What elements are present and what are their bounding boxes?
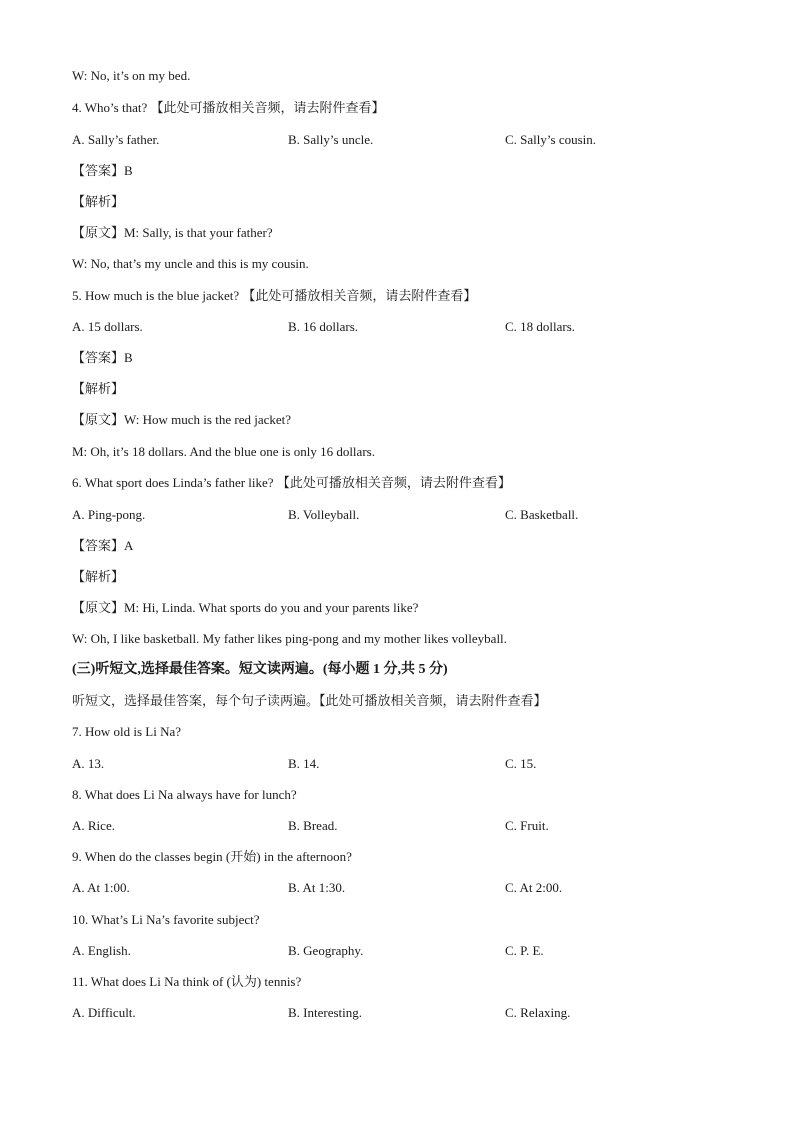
q10-option-b: B. Geography.: [288, 943, 364, 958]
question-9: 9. When do the classes begin (开始) in the afternoon?: [72, 849, 352, 864]
transcript-5b: M: Oh, it’s 18 dollars. And the blue one is only 16 dollars.: [72, 444, 375, 459]
question-4: 4. Who’s that? 【此处可播放相关音频，请去附件查看】: [72, 100, 385, 115]
transcript-4b: W: No, that’s my uncle and this is my cousin.: [72, 256, 309, 271]
q6-option-c: C. Basketball.: [505, 507, 579, 522]
q4-option-a: A. Sally’s father.: [72, 132, 160, 147]
question-5: 5. How much is the blue jacket? 【此处可播放相关音频，请去附件查看】: [72, 288, 477, 303]
question-7: 7. How old is Li Na?: [72, 724, 182, 739]
q8-option-b: B. Bread.: [288, 818, 338, 833]
transcript-6b: W: Oh, I like basketball. My father likes ping-pong and my mother likes volleyball.: [72, 631, 507, 646]
transcript-4a: 【原文】M: Sally, is that your father?: [72, 225, 273, 240]
q11-option-c: C. Relaxing.: [505, 1005, 571, 1020]
section-3-instruction: 听短文，选择最佳答案，每个句子读两遍。【此处可播放相关音频，请去附件查看】: [72, 693, 547, 708]
question-10: 10. What’s Li Na’s favorite subject?: [72, 912, 260, 927]
transcript-5a: 【原文】W: How much is the red jacket?: [72, 412, 292, 427]
question-11: 11. What does Li Na think of (认为) tennis?: [72, 974, 302, 989]
q8-option-a: A. Rice.: [72, 818, 115, 833]
answer-5: 【答案】B: [72, 350, 133, 365]
transcript-6a: 【原文】M: Hi, Linda. What sports do you and your parents like?: [72, 600, 419, 615]
q11-option-b: B. Interesting.: [288, 1005, 363, 1020]
dialogue-line: W: No, it’s on my bed.: [72, 68, 191, 83]
q4-option-c: C. Sally’s cousin.: [505, 132, 597, 147]
analysis-6: 【解析】: [72, 569, 125, 584]
q10-option-c: C. P. E.: [505, 943, 544, 958]
q5-option-a: A. 15 dollars.: [72, 319, 143, 334]
q11-option-a: A. Difficult.: [72, 1005, 136, 1020]
question-8: 8. What does Li Na always have for lunch?: [72, 787, 297, 802]
q6-option-b: B. Volleyball.: [288, 507, 360, 522]
analysis-5: 【解析】: [72, 381, 125, 396]
section-3-heading: (三)听短文,选择最佳答案。短文读两遍。(每小题 1 分,共 5 分): [72, 662, 448, 677]
q6-option-a: A. Ping-pong.: [72, 507, 146, 522]
q7-option-a: A. 13.: [72, 756, 105, 771]
answer-4: 【答案】B: [72, 163, 133, 178]
q5-option-c: C. 18 dollars.: [505, 319, 576, 334]
q9-option-c: C. At 2:00.: [505, 880, 563, 895]
q7-option-c: C. 15.: [505, 756, 537, 771]
question-6: 6. What sport does Linda’s father like? 【此处可播放相关音频，请去附件查看】: [72, 475, 511, 490]
answer-6: 【答案】A: [72, 538, 134, 553]
analysis-4: 【解析】: [72, 194, 125, 209]
q9-option-b: B. At 1:30.: [288, 880, 346, 895]
q8-option-c: C. Fruit.: [505, 818, 549, 833]
q9-option-a: A. At 1:00.: [72, 880, 130, 895]
q5-option-b: B. 16 dollars.: [288, 319, 359, 334]
q7-option-b: B. 14.: [288, 756, 320, 771]
q4-option-b: B. Sally’s uncle.: [288, 132, 374, 147]
q10-option-a: A. English.: [72, 943, 131, 958]
